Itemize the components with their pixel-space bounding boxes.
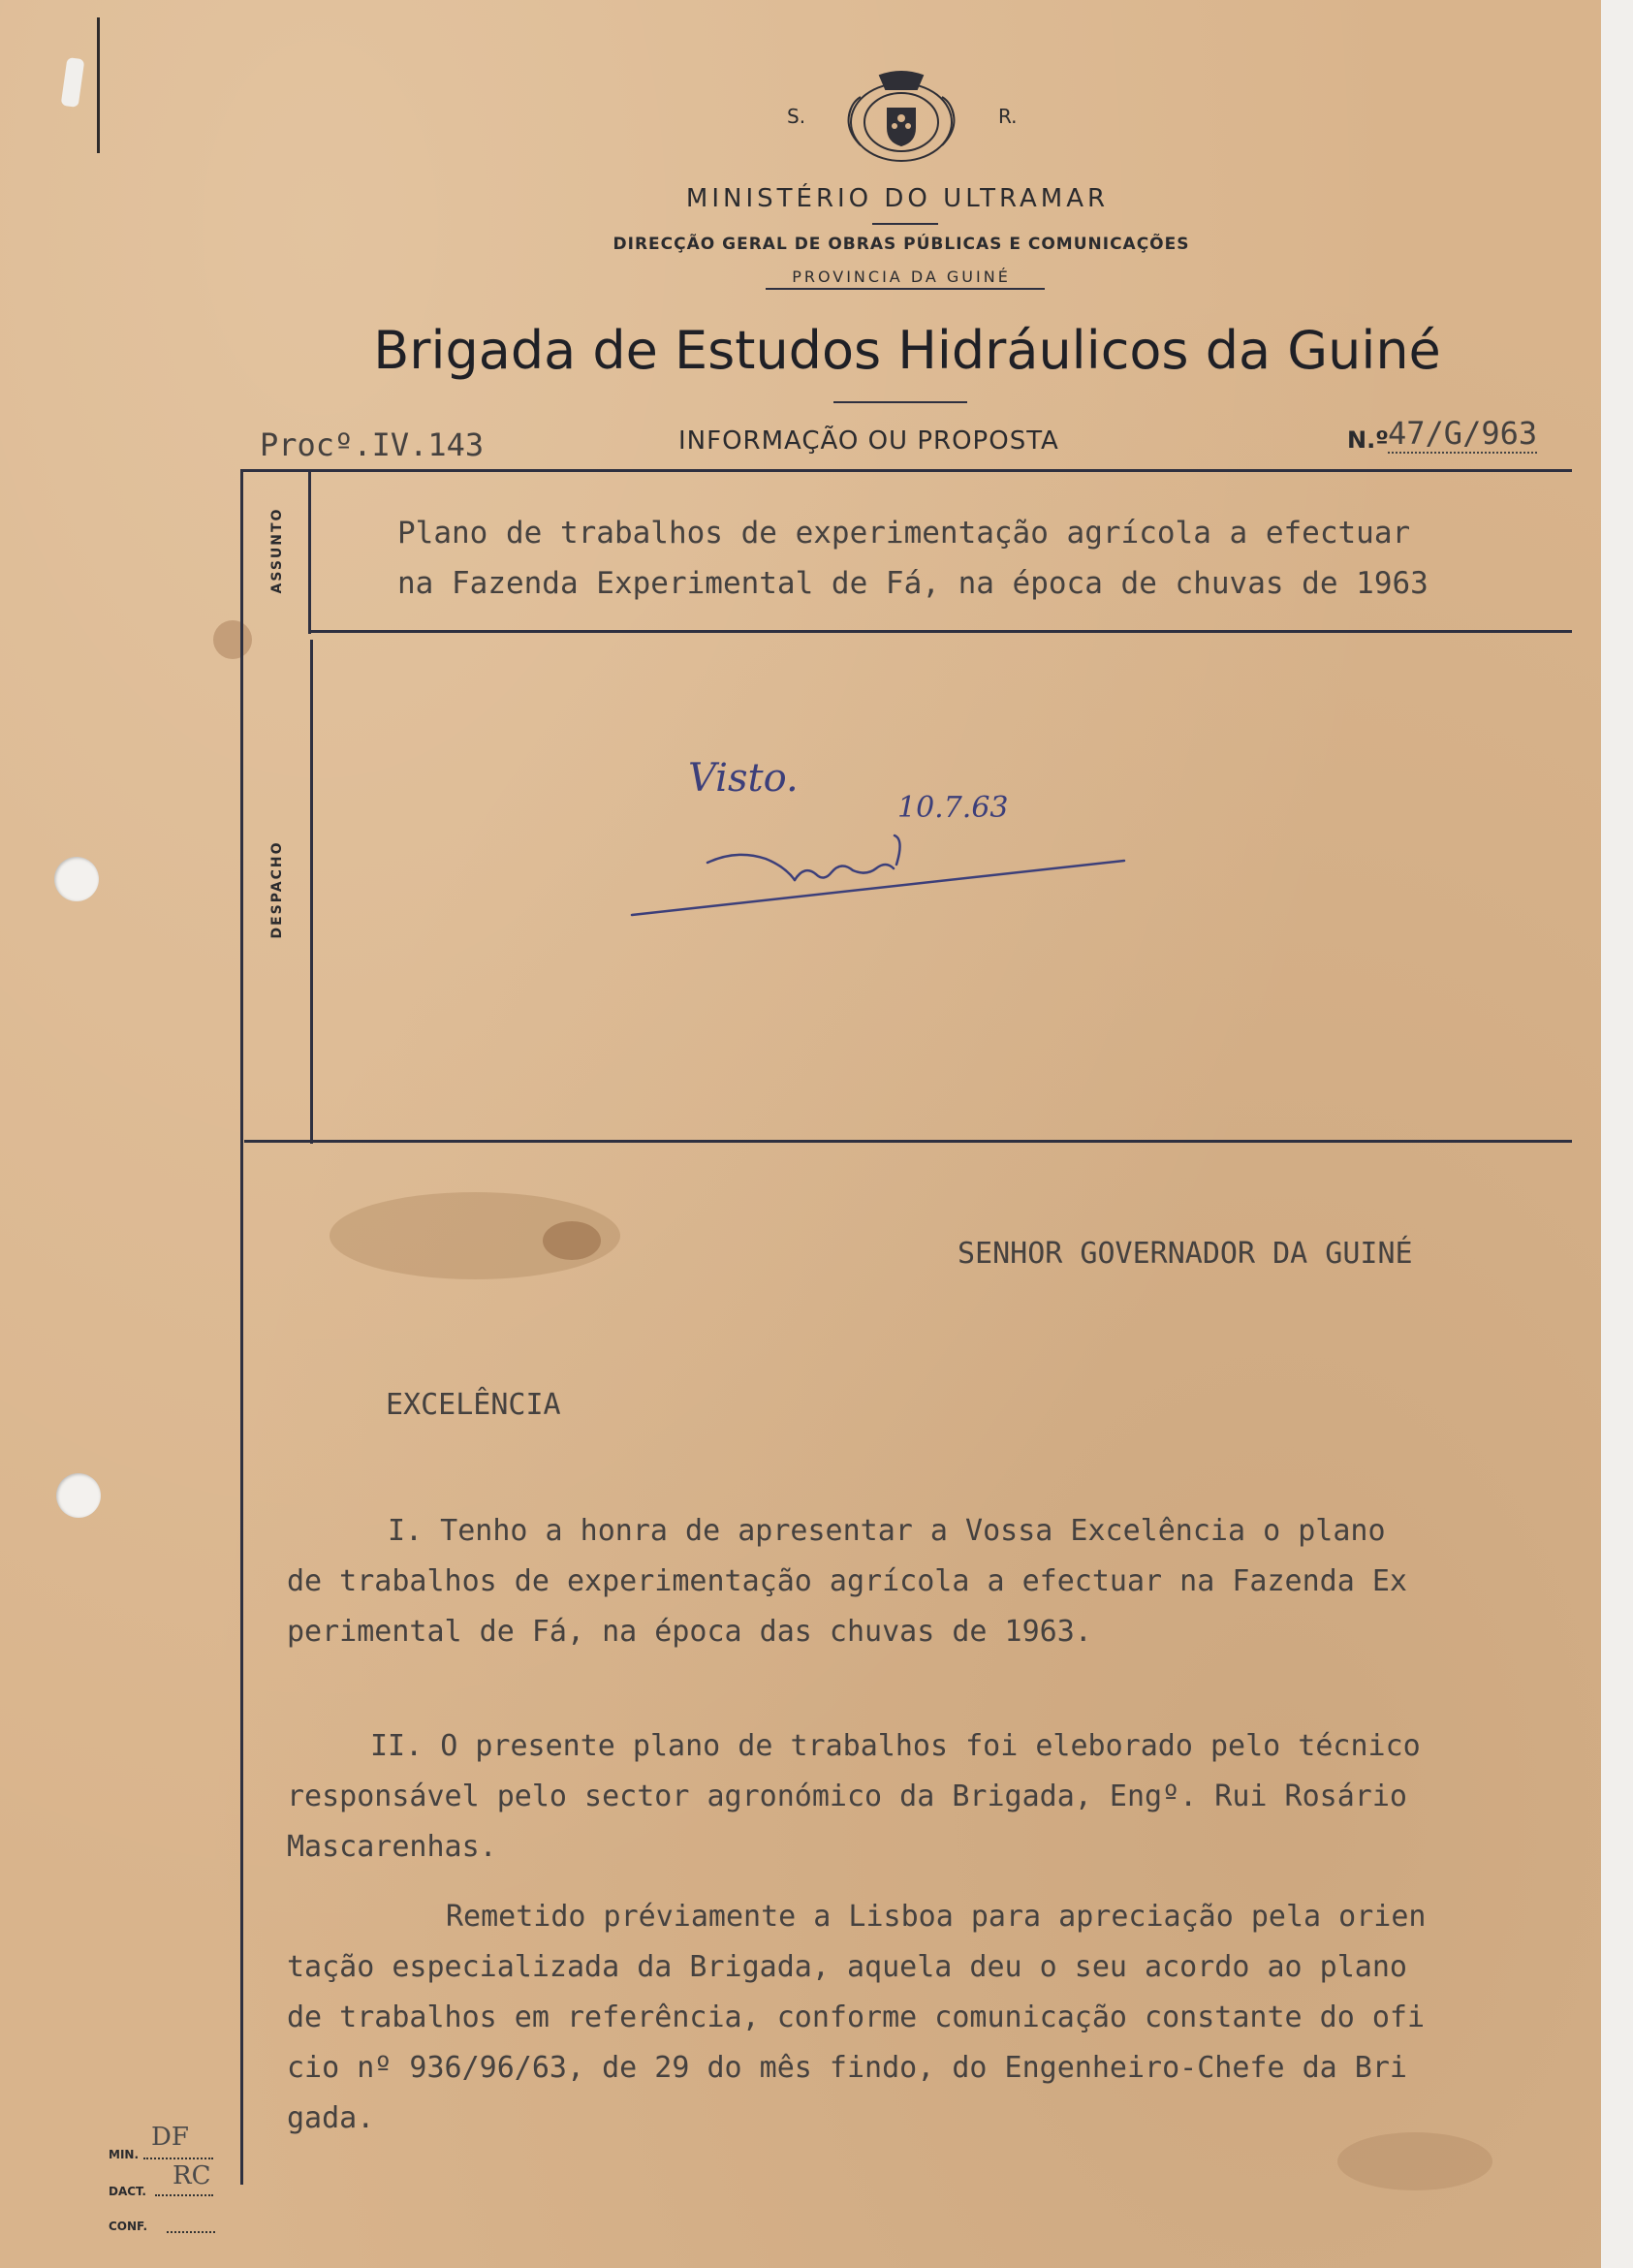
frame-top-line xyxy=(240,469,1572,472)
frame-left-line xyxy=(240,469,243,2185)
form-type: INFORMAÇÃO OU PROPOSTA xyxy=(678,426,1059,456)
paragraph-1-line-1: I. Tenho a honra de apresentar a Vossa Excelência o plano xyxy=(388,1514,1386,1548)
assunto-bottom-line xyxy=(308,630,1572,633)
despacho-label: DESPACHO xyxy=(269,840,285,939)
fold-mark xyxy=(97,17,100,153)
stain xyxy=(213,620,252,659)
conf-dotted-line xyxy=(167,2231,215,2233)
paragraph-3-line-5: gada. xyxy=(287,2101,375,2135)
dact-value: RC xyxy=(173,2161,211,2190)
torn-edge xyxy=(61,57,85,108)
signature-graphic xyxy=(630,824,1134,921)
salutation: EXCELÊNCIA xyxy=(386,1388,561,1422)
handwritten-note: Visto. xyxy=(688,756,799,801)
paragraph-2-line-2: responsável pelo sector agronómico da Brigada, Engº. Rui Rosário xyxy=(287,1780,1407,1813)
paragraph-1-line-3: perimental de Fá, na época das chuvas de 1963. xyxy=(287,1615,1092,1649)
paragraph-3-line-1: Remetido préviamente a Lisboa para apreciação pela orien xyxy=(446,1900,1427,1934)
subject-line-2: na Fazenda Experimental de Fá, na época de chuvas de 1963 xyxy=(397,566,1429,601)
handwritten-date: 10.7.63 xyxy=(897,791,1009,825)
paragraph-3-line-3: de trabalhos em referência, conforme comunicação constante do ofi xyxy=(287,2000,1425,2034)
directorate-title: DIRECÇÃO GERAL DE OBRAS PÚBLICAS E COMUNICAÇÕES xyxy=(612,235,1190,254)
process-number: Procº.IV.143 xyxy=(260,426,485,463)
subject-line-1: Plano de trabalhos de experimentação agrícola a efectuar xyxy=(397,516,1411,551)
divider xyxy=(872,223,938,225)
stain xyxy=(543,1221,601,1260)
despacho-bottom-line xyxy=(244,1140,1572,1143)
number-label: N.º xyxy=(1347,426,1389,454)
emblem-left-letter: S. xyxy=(787,105,806,128)
ministry-title: MINISTÉRIO DO ULTRAMAR xyxy=(685,184,1110,213)
paragraph-3-line-4: cio nº 936/96/63, de 29 do mês findo, do Engenheiro-Chefe da Bri xyxy=(287,2051,1407,2085)
min-value: DF xyxy=(151,2123,189,2152)
punch-hole xyxy=(54,857,99,901)
dact-dotted-line xyxy=(155,2194,213,2196)
coat-of-arms-emblem xyxy=(841,70,961,167)
emblem-right-letter: R. xyxy=(998,105,1018,128)
min-label: MIN. xyxy=(109,2148,140,2161)
addressee: SENHOR GOVERNADOR DA GUINÉ xyxy=(958,1237,1413,1271)
paragraph-1-line-2: de trabalhos de experimentação agrícola a efectuar na Fazenda Ex xyxy=(287,1564,1407,1598)
dact-label: DACT. xyxy=(109,2185,146,2198)
punch-hole xyxy=(56,1473,101,1518)
paragraph-3-line-2: tação especializada da Brigada, aquela deu o seu acordo ao plano xyxy=(287,1950,1407,1984)
paragraph-2-line-3: Mascarenhas. xyxy=(287,1830,497,1864)
assunto-label: ASSUNTO xyxy=(269,507,285,594)
stain xyxy=(1337,2132,1492,2190)
divider xyxy=(833,401,967,403)
conf-label: CONF. xyxy=(109,2220,148,2233)
assunto-divider xyxy=(308,469,311,634)
province-underline xyxy=(766,288,1045,290)
province-title: PROVINCIA DA GUINÉ xyxy=(792,268,1011,286)
brigade-title: Brigada de Estudos Hidráulicos da Guiné xyxy=(373,320,1441,381)
number-value: 47/G/963 xyxy=(1388,415,1538,452)
min-dotted-line xyxy=(143,2158,213,2159)
despacho-divider xyxy=(310,640,313,1144)
scan-margin xyxy=(1601,0,1633,2268)
paragraph-2-line-1: II. O presente plano de trabalhos foi eleborado pelo técnico xyxy=(370,1729,1421,1763)
